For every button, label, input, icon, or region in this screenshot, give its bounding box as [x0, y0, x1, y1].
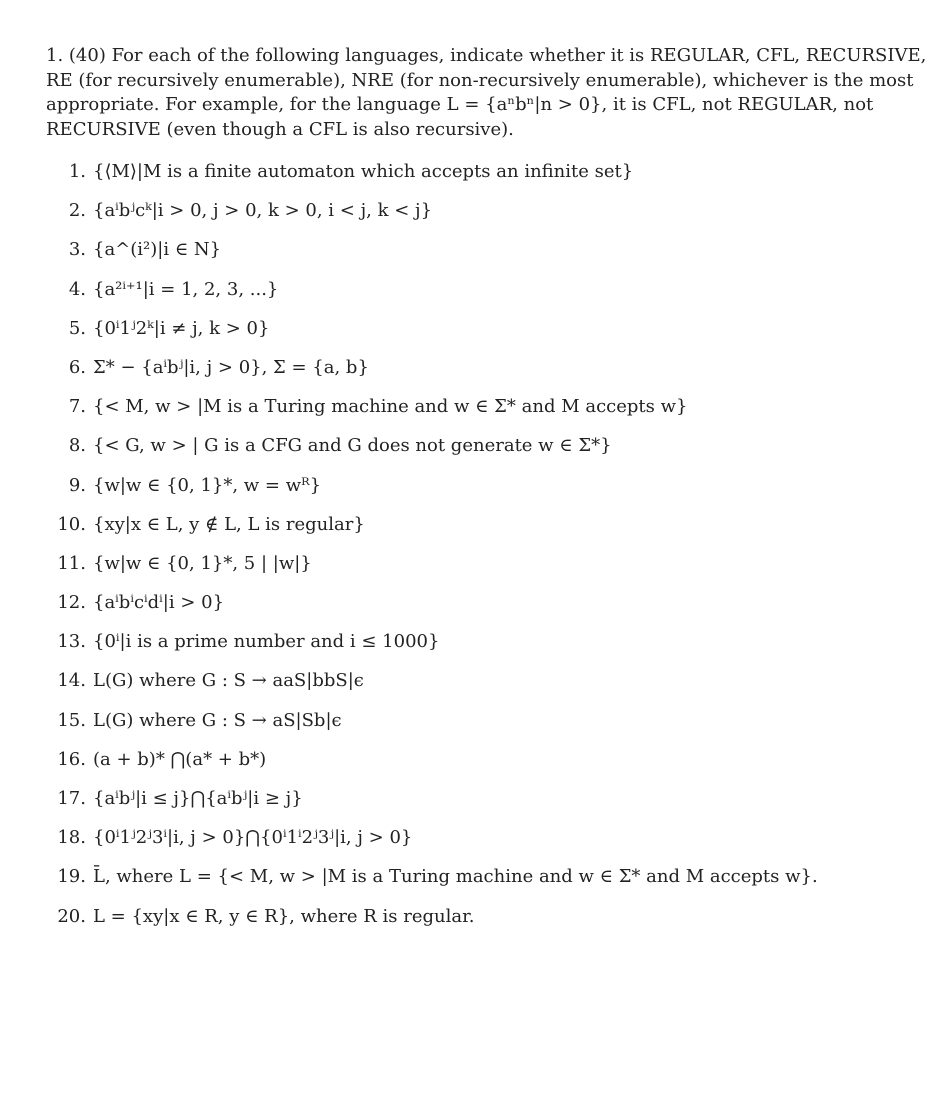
- item-text: {0ⁱ1ʲ2ᵏ|i ≠ j, k > 0}: [93, 317, 270, 339]
- item-number: 11.: [57, 552, 86, 574]
- list-item: [56, 432, 876, 471]
- list-item: [56, 785, 876, 824]
- item-number: 8.: [68, 435, 86, 457]
- item-text: {xy|x ∈ L, y ∉ L, L is regular}: [93, 513, 365, 535]
- item-number: 1.: [68, 161, 86, 182]
- item-text: {< G, w > | G is a CFG and G does not generate w ∈ Σ*}: [93, 435, 612, 457]
- item-text: {aⁱbⁱcⁱdⁱ|i > 0}: [93, 592, 225, 614]
- problem-intro: [46, 44, 927, 142]
- item-number: 2.: [68, 200, 86, 222]
- list-item: [56, 197, 876, 236]
- item-text: {a^(i²)|i ∈ N}: [93, 239, 222, 261]
- item-text: {< M, w > |M is a Turing machine and w ∈ Σ* and M accepts w}: [93, 396, 688, 418]
- item-number: 12.: [57, 592, 86, 614]
- item-number: 10.: [57, 513, 86, 535]
- item-text: L = {xy|x ∈ R, y ∈ R}, where R is regular.: [93, 905, 475, 927]
- item-number: 20.: [57, 905, 86, 927]
- intro-line: RECURSIVE (even though a CFL is also recursive).: [46, 118, 514, 140]
- item-text: (a + b)* ⋂(a* + b*): [93, 748, 267, 770]
- intro-line: RE (for recursively enumerable), NRE (for non-recursively enumerable), whichever is the most: [46, 69, 914, 91]
- list-item: [56, 354, 876, 393]
- item-number: 14.: [57, 670, 86, 692]
- list-item: [56, 667, 876, 706]
- list-item: [56, 472, 876, 511]
- item-text: L(G) where G : S → aS|Sb|ϵ: [93, 709, 342, 731]
- item-text: {a²ⁱ⁺¹|i = 1, 2, 3, ...}: [93, 278, 279, 300]
- list-item: [56, 707, 876, 746]
- item-number: 18.: [57, 827, 86, 849]
- list-item: [56, 511, 876, 550]
- item-number: 5.: [68, 317, 86, 339]
- language-list: [56, 158, 876, 942]
- item-number: 7.: [68, 396, 86, 418]
- item-text: L(G) where G : S → aaS|bbS|ϵ: [93, 670, 364, 692]
- item-number: 15.: [57, 709, 86, 731]
- list-item: [56, 628, 876, 667]
- item-text: L̄, where L = {< M, w > |M is a Turing machine and w ∈ Σ* and M accepts w}.: [93, 866, 818, 888]
- list-item: [56, 746, 876, 785]
- item-number: 3.: [68, 239, 86, 261]
- item-text: {w|w ∈ {0, 1}*, 5 | |w|}: [93, 552, 312, 574]
- item-text: {w|w ∈ {0, 1}*, w = wᴿ}: [93, 474, 322, 496]
- item-text: Σ* − {aⁱbʲ|i, j > 0}, Σ = {a, b}: [93, 356, 369, 378]
- list-item: [56, 824, 876, 863]
- item-number: 6.: [68, 356, 86, 378]
- list-item: [56, 315, 876, 354]
- item-text: {aⁱbʲcᵏ|i > 0, j > 0, k > 0, i < j, k < j}: [93, 200, 433, 222]
- intro-line: appropriate. For example, for the language L = {aⁿbⁿ|n > 0}, it is CFL, not REGULAR, not: [46, 94, 874, 115]
- list-item: [56, 863, 876, 902]
- list-item: [56, 393, 876, 432]
- item-number: 9.: [68, 474, 86, 496]
- list-item: [56, 158, 876, 197]
- list-item: [56, 550, 876, 589]
- list-item: [56, 236, 876, 275]
- item-text: {aⁱbʲ|i ≤ j}⋂{aⁱbʲ|i ≥ j}: [93, 788, 303, 809]
- item-text: {0ⁱ1ʲ2ʲ3ⁱ|i, j > 0}⋂{0ⁱ1ⁱ2ʲ3ʲ|i, j > 0}: [93, 827, 413, 849]
- item-text: {0ⁱ|i is a prime number and i ≤ 1000}: [93, 631, 440, 653]
- item-number: 13.: [57, 631, 86, 653]
- list-item: [56, 276, 876, 315]
- item-text: {⟨M⟩|M is a finite automaton which accepts an infinite set}: [93, 161, 634, 182]
- list-item: [56, 903, 876, 942]
- intro-line: 1. (40) For each of the following languages, indicate whether it is REGULAR, CFL, RECURSIVE,: [46, 45, 927, 66]
- item-number: 17.: [57, 788, 86, 809]
- item-number: 16.: [57, 748, 86, 770]
- item-number: 19.: [57, 866, 86, 888]
- list-item: [56, 589, 876, 628]
- item-number: 4.: [68, 278, 86, 300]
